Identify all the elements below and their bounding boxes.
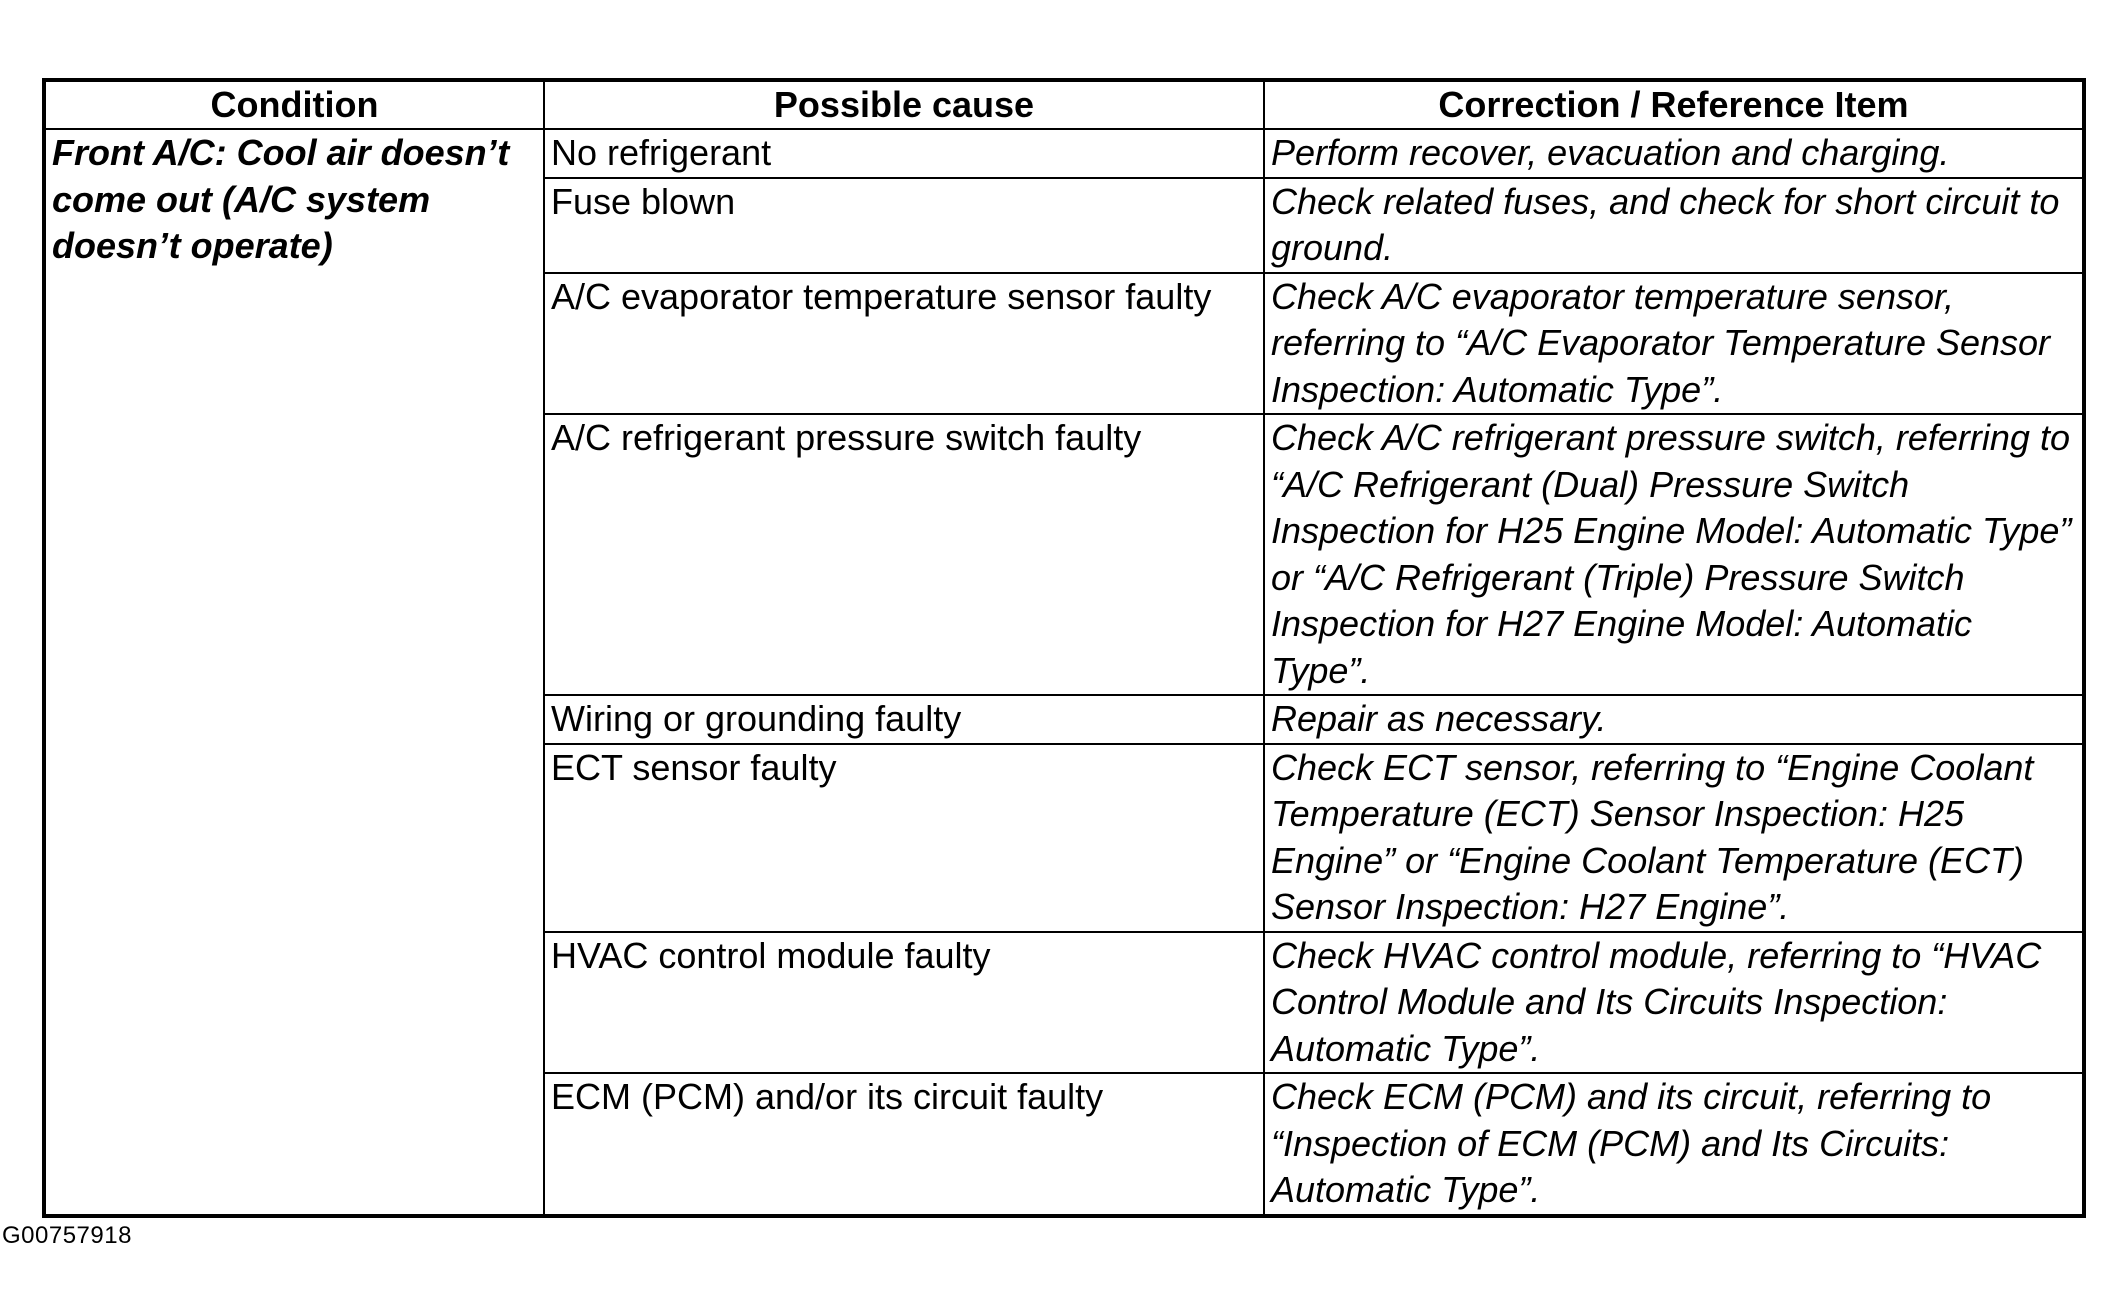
figure-id: G00757918	[2, 1222, 132, 1249]
correction-cell: Check related fuses, and check for short circuit to ground.	[1264, 178, 2084, 273]
cause-cell: Wiring or grounding faulty	[544, 695, 1264, 744]
cause-cell: ECM (PCM) and/or its circuit faulty	[544, 1073, 1264, 1216]
correction-cell: Check A/C refrigerant pressure switch, referring to “A/C Refrigerant (Dual) Pressure Switch Inspection for H25 Engine Model: Automatic Type” or “A/C Refrigerant (Triple) Pressure Switch Inspection for H27 Engine Model: Automatic Type”.	[1264, 414, 2084, 695]
correction-cell: Repair as necessary.	[1264, 695, 2084, 744]
cause-cell: No refrigerant	[544, 129, 1264, 178]
cause-cell: A/C evaporator temperature sensor faulty	[544, 273, 1264, 415]
header-condition: Condition	[44, 80, 544, 129]
correction-cell: Check ECM (PCM) and its circuit, referring to “Inspection of ECM (PCM) and Its Circuits: Automatic Type”.	[1264, 1073, 2084, 1216]
table-row	[44, 129, 2084, 178]
correction-cell: Check HVAC control module, referring to “HVAC Control Module and Its Circuits Inspection: Automatic Type”.	[1264, 932, 2084, 1074]
cause-cell: ECT sensor faulty	[544, 744, 1264, 932]
cause-cell: A/C refrigerant pressure switch faulty	[544, 414, 1264, 695]
correction-cell: Check A/C evaporator temperature sensor, referring to “A/C Evaporator Temperature Sensor Inspection: Automatic Type”.	[1264, 273, 2084, 415]
cause-cell: HVAC control module faulty	[544, 932, 1264, 1074]
diagnosis-table	[42, 78, 2086, 1218]
header-correction: Correction / Reference Item	[1264, 80, 2084, 129]
cause-cell: Fuse blown	[544, 178, 1264, 273]
diagnosis-table-container	[42, 78, 2082, 1218]
correction-cell: Perform recover, evacuation and charging.	[1264, 129, 2084, 178]
header-possible-cause: Possible cause	[544, 80, 1264, 129]
header-row	[44, 80, 2084, 129]
condition-cell: Front A/C: Cool air doesn’t come out (A/C system doesn’t operate)	[44, 129, 544, 1216]
correction-cell: Check ECT sensor, referring to “Engine Coolant Temperature (ECT) Sensor Inspection: H25 Engine” or “Engine Coolant Temperature (ECT) Sensor Inspection: H27 Engine”.	[1264, 744, 2084, 932]
